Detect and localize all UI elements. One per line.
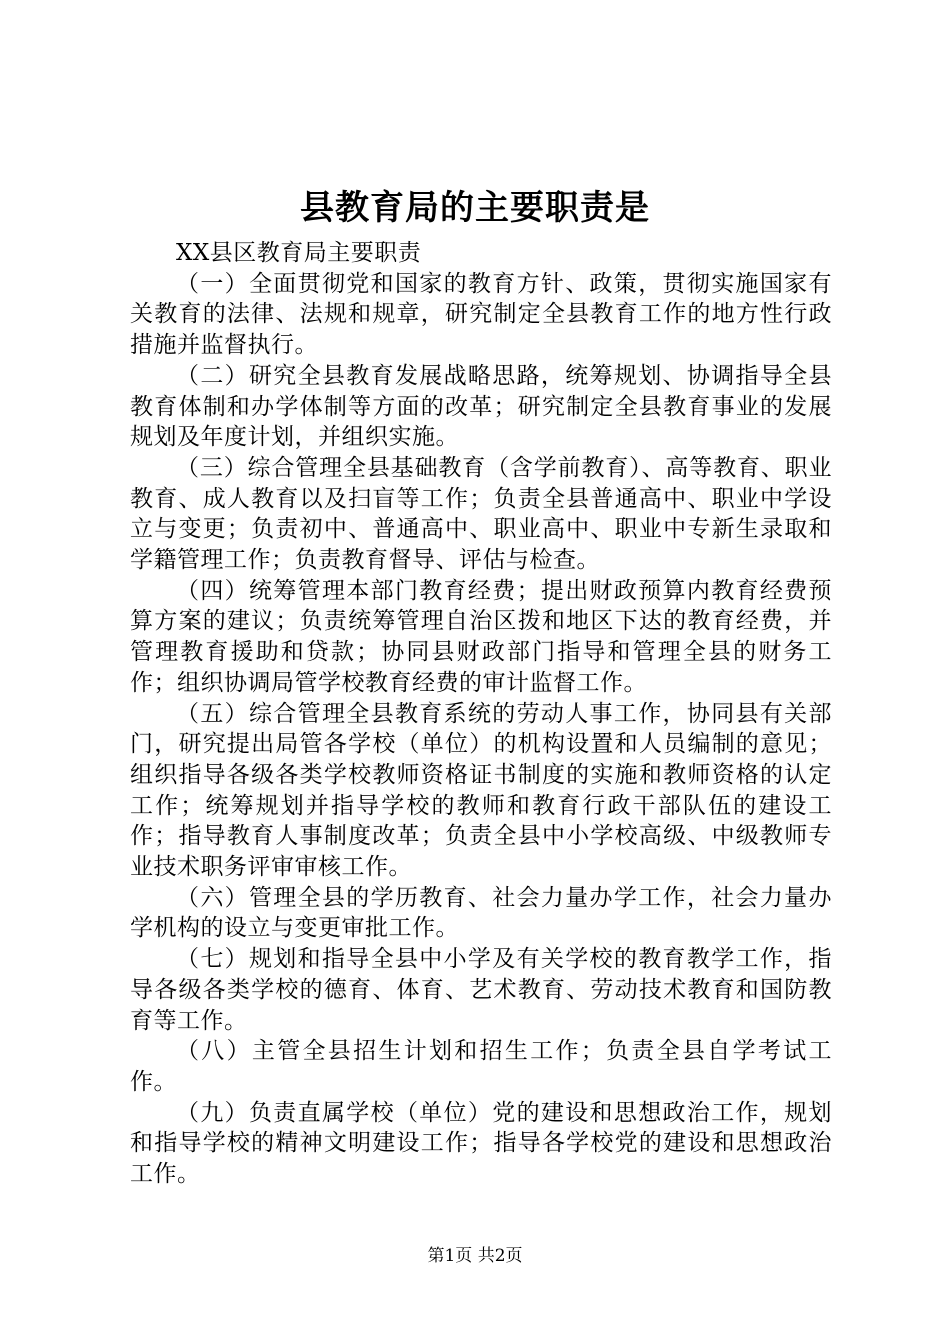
document-body	[130, 238, 832, 1190]
section-heading: XX县区教育局主要职责	[176, 240, 422, 266]
paragraph-7: （七）规划和指导全县中小学及有关学校的教育教学工作，指导各级各类学校的德育、体育、艺术教育、劳动技术教育和国防教育等工作。	[130, 946, 832, 1034]
page-footer: 第1页 共2页	[427, 1246, 523, 1266]
paragraph-5: （五）综合管理全县教育系统的劳动人事工作，协同县有关部门，研究提出局管各学校（单位）的机构设置和人员编制的意见；组织指导各级各类学校教师资格证书制度的实施和教师资格的认定工作；统筹规划并指导学校的教师和教育行政干部队伍的建设工作；指导教育人事制度改革；负责全县中小学校高级、中级教师专业技术职务评审审核工作。	[130, 700, 832, 881]
paragraph-2: （二）研究全县教育发展战略思路，统筹规划、协调指导全县教育体制和办学体制等方面的改革；研究制定全县教育事业的发展规划及年度计划，并组织实施。	[130, 362, 832, 451]
paragraph-9: （九）负责直属学校（单位）党的建设和思想政治工作，规划和指导学校的精神文明建设工作；指导各学校党的建设和思想政治工作。	[130, 1099, 832, 1188]
paragraph-3: （三）综合管理全县基础教育（含学前教育）、高等教育、职业教育、成人教育以及扫盲等工作；负责全县普通高中、职业中学设立与变更；负责初中、普通高中、职业高中、职业中专新生录取和学籍管理工作；负责教育督导、评估与检查。	[130, 454, 832, 574]
document-title: 县教育局的主要职责是	[300, 188, 650, 228]
paragraph-1: （一）全面贯彻党和国家的教育方针、政策，贯彻实施国家有关教育的法律、法规和规章，研究制定全县教育工作的地方性行政措施并监督执行。	[130, 270, 832, 359]
paragraph-8: （八）主管全县招生计划和招生工作；负责全县自学考试工作。	[130, 1038, 832, 1095]
paragraph-4: （四）统筹管理本部门教育经费；提出财政预算内教育经费预算方案的建议；负责统筹管理自治区拨和地区下达的教育经费，并管理教育援助和贷款；协同县财政部门指导和管理全县的财务工作；组织协调局管学校教育经费的审计监督工作。	[130, 577, 832, 696]
paragraph-6: （六）管理全县的学历教育、社会力量办学工作，社会力量办学机构的设立与变更审批工作。	[130, 884, 832, 942]
